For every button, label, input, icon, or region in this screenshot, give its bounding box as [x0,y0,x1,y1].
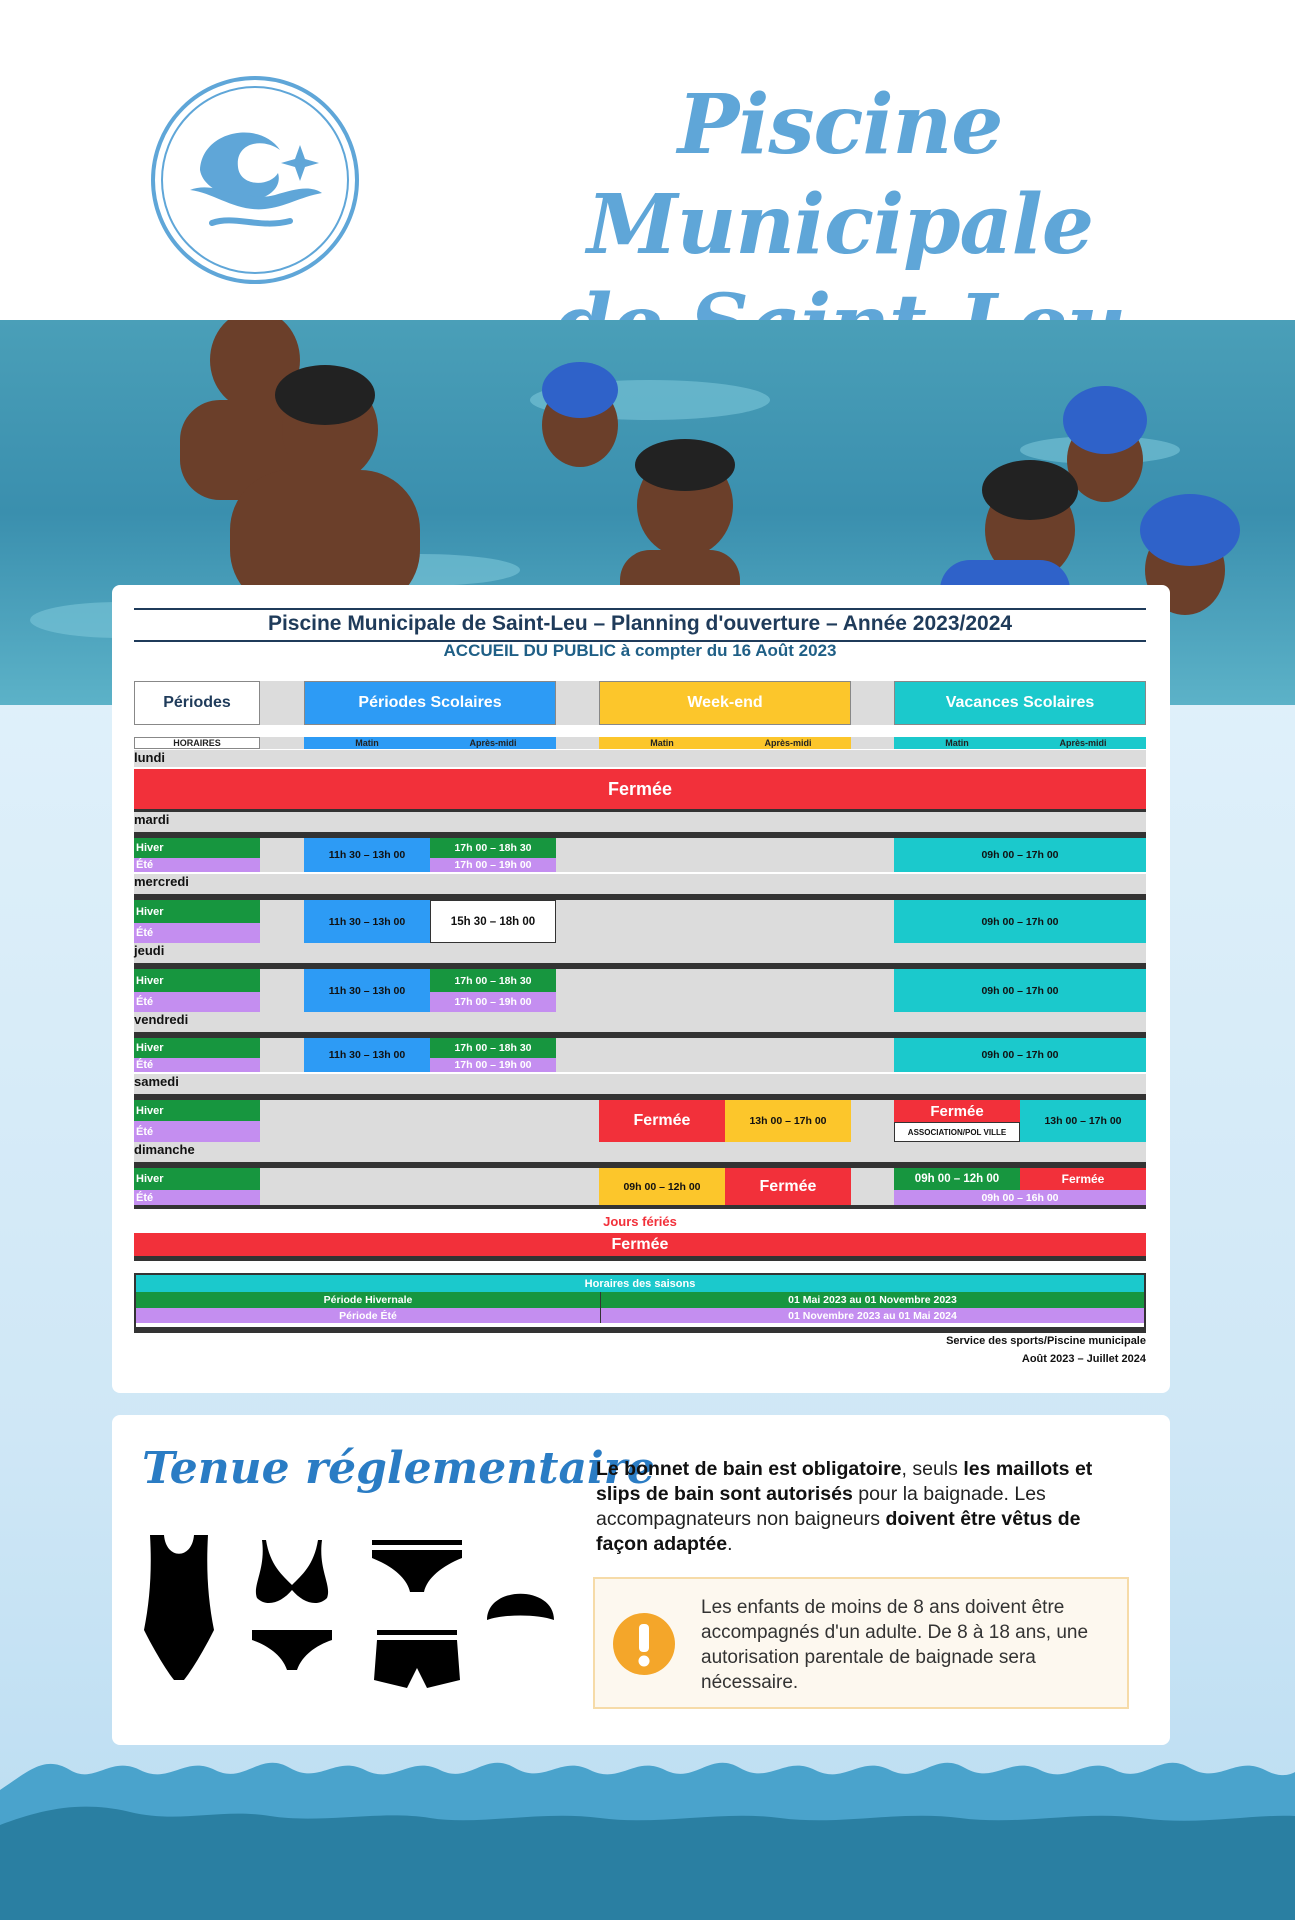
subheader-school-morning: Matin [304,737,430,749]
friday-school-afternoon-summer: 17h 00 – 19h 00 [430,1058,556,1072]
saturday-weekend-morning-closed: Fermée [599,1100,725,1142]
pool-wave-logo-icon [150,75,360,285]
footer-period: Août 2023 – Juillet 2024 [1021,1353,1146,1365]
day-jeudi: jeudi [134,943,1146,963]
swimwear-icons [142,1530,562,1705]
subheader-school-afternoon: Après-midi [430,737,556,749]
subheader-weekend-morning: Matin [599,737,725,749]
header-weekend: Week-end [599,681,851,725]
wednesday-summer-label: Été [134,923,260,943]
title-line-1: Piscine Municipale [586,77,1094,273]
thursday-school-morning: 11h 30 – 13h 00 [304,969,430,1012]
friday-holidays: 09h 00 – 17h 00 [894,1038,1146,1072]
rules-card [112,1415,1170,1745]
header-periods: Périodes [134,681,260,725]
exclamation-icon [613,1613,675,1675]
subheader-hours: HORAIRES [134,737,260,749]
friday-school-morning: 11h 30 – 13h 00 [304,1038,430,1072]
footer-service: Service des sports/Piscine municipale [946,1335,1146,1347]
wednesday-winter-label: Hiver [134,900,260,923]
friday-summer-label: Été [134,1058,260,1072]
warning-box [593,1577,1129,1709]
day-dimanche: dimanche [134,1142,1146,1162]
saturday-winter-label: Hiver [134,1100,260,1121]
gap-cell [260,1038,304,1072]
header-holidays: Vacances Scolaires [894,681,1146,725]
wednesday-holidays: 09h 00 – 17h 00 [894,900,1146,943]
row-divider [134,1205,1146,1209]
waves-decoration [0,1750,1295,1920]
sunday-summer-label: Été [134,1190,260,1205]
tuesday-winter-label: Hiver [134,838,260,858]
friday-weekend-empty [556,1038,894,1072]
wednesday-school-morning: 11h 30 – 13h 00 [304,900,430,943]
thursday-holidays: 09h 00 – 17h 00 [894,969,1146,1012]
sunday-holiday-summer: 09h 00 – 16h 00 [894,1190,1146,1205]
bikini-icon [252,1540,332,1670]
saturday-school-empty [260,1100,599,1142]
schedule-subtitle: ACCUEIL DU PUBLIC à compter du 16 Août 2023 [443,641,837,660]
thursday-school-afternoon-summer: 17h 00 – 19h 00 [430,992,556,1012]
header-gap [260,681,304,725]
seasons-table [134,1273,1146,1333]
schedule-footer [712,1332,1146,1368]
rules-bold-2: les maillots et slips de bain sont autorisés [596,1458,1093,1505]
rules-paragraph [596,1457,1136,1557]
summer-period-label: Période Été [136,1308,600,1323]
day-lundi: lundi [134,750,1146,767]
tuesday-weekend-empty [556,838,894,872]
rules-text-3: . [727,1533,733,1555]
tuesday-school-morning: 11h 30 – 13h 00 [304,838,430,872]
sunday-weekend-afternoon-closed: Fermée [725,1168,851,1205]
summer-period-dates: 01 Novembre 2023 au 01 Mai 2024 [600,1308,1144,1323]
gap-cell [851,1100,894,1142]
planning-card [112,585,1170,1393]
public-holidays-title: Jours fériés [603,1214,677,1229]
thursday-school-afternoon-winter: 17h 00 – 18h 30 [430,969,556,992]
warning-text: Les enfants de moins de 8 ans doivent être accompagnés d'un adulte. De 8 à 18 ans, une autorisation parentale de baignade sera nécessaire. [701,1597,1089,1693]
sunday-school-empty [260,1168,599,1205]
header-school-periods: Périodes Scolaires [304,681,556,725]
wednesday-school-afternoon: 15h 30 – 18h 00 [430,900,556,943]
tuesday-school-afternoon-winter: 17h 00 – 18h 30 [430,838,556,858]
subheader-holiday-morning: Matin [894,737,1020,749]
subheader-holiday-afternoon: Après-midi [1020,737,1146,749]
sunday-winter-label: Hiver [134,1168,260,1190]
header-gap [851,681,894,725]
tuesday-summer-label: Été [134,858,260,872]
winter-period-dates: 01 Mai 2023 au 01 Novembre 2023 [600,1292,1144,1308]
day-samedi: samedi [134,1074,1146,1094]
saturday-holiday-afternoon: 13h 00 – 17h 00 [1020,1100,1146,1142]
friday-school-afternoon-winter: 17h 00 – 18h 30 [430,1038,556,1058]
swim-briefs-icon [372,1540,462,1592]
thursday-winter-label: Hiver [134,969,260,992]
gap-cell [260,838,304,872]
tuesday-holidays: 09h 00 – 17h 00 [894,838,1146,872]
rules-bold-3: doivent être vêtus de façon adaptée [596,1508,1081,1555]
gap-cell [260,900,304,943]
subheader-gap [260,737,304,749]
day-mardi: mardi [134,812,1146,832]
gap-cell [260,969,304,1012]
header-gap [556,681,599,725]
day-vendredi: vendredi [134,1012,1146,1032]
subheader-gap [556,737,599,749]
friday-winter-label: Hiver [134,1038,260,1058]
thursday-summer-label: Été [134,992,260,1012]
rules-text-1: , seuls [901,1458,964,1480]
subheader-gap [851,737,894,749]
thursday-weekend-empty [556,969,894,1012]
rules-text-2: pour la baignade. Les accompagnateurs non baigneurs [596,1483,1046,1530]
gap-cell [851,1168,894,1205]
public-holidays-closed: Fermée [134,1233,1146,1261]
sunday-holiday-morning-winter: 09h 00 – 12h 00 [894,1168,1020,1190]
saturday-weekend-afternoon: 13h 00 – 17h 00 [725,1100,851,1142]
swim-cap-icon [487,1594,554,1620]
header [0,0,1295,320]
saturday-association-note: ASSOCIATION/POL VILLE [894,1122,1020,1142]
tuesday-school-afternoon-summer: 17h 00 – 19h 00 [430,858,556,872]
swim-shorts-icon [374,1630,460,1688]
day-mercredi: mercredi [134,874,1146,894]
schedule-title: Piscine Municipale de Saint-Leu – Planning d'ouverture – Année 2023/2024 [134,608,1146,642]
wednesday-weekend-empty [556,900,894,943]
rules-title: Tenue réglementaire [142,1443,655,1494]
sunday-holiday-afternoon-winter-closed: Fermée [1020,1168,1146,1190]
saturday-holiday-morning-closed: Fermée [894,1100,1020,1122]
rules-bold-1: Le bonnet de bain est obligatoire [596,1458,902,1480]
seasons-title: Horaires des saisons [136,1275,1144,1292]
winter-period-label: Période Hivernale [136,1292,600,1308]
monday-closed: Fermée [134,769,1146,812]
subheader-weekend-afternoon: Après-midi [725,737,851,749]
saturday-summer-label: Été [134,1121,260,1142]
sunday-weekend-morning: 09h 00 – 12h 00 [599,1168,725,1205]
swimsuit-icon [144,1535,214,1680]
